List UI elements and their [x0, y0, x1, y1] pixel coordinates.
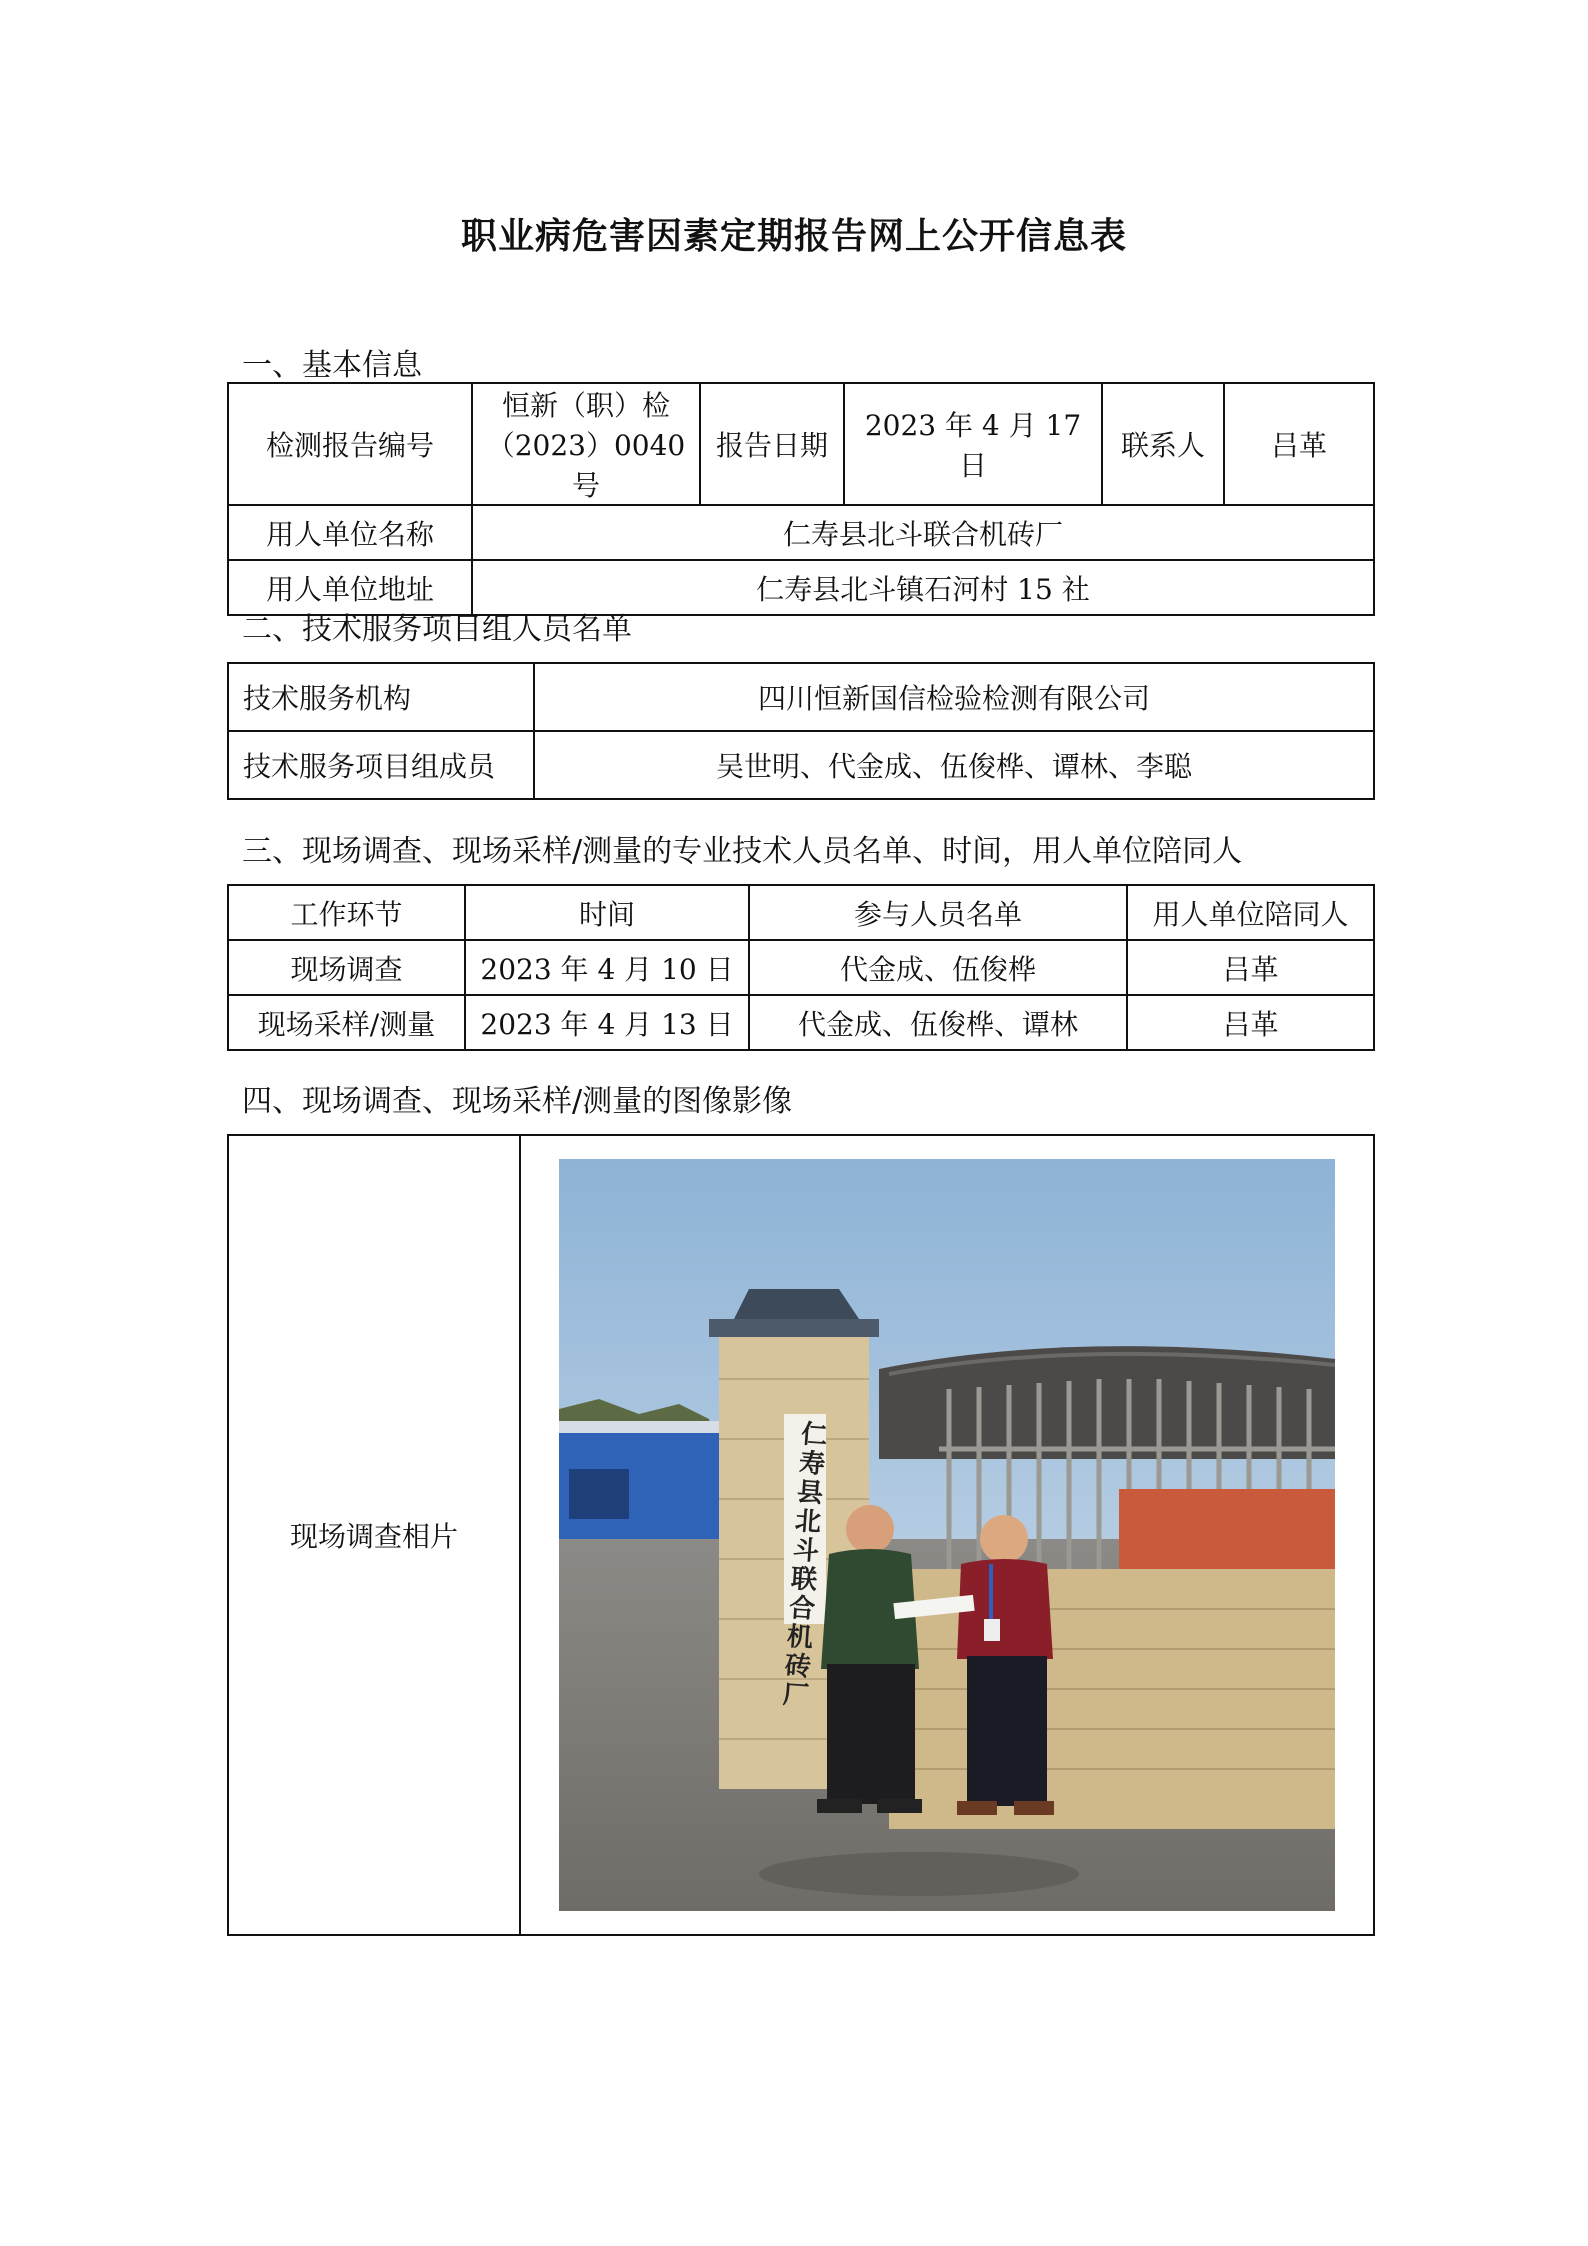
members-label: 技术服务项目组成员: [228, 731, 534, 799]
header-cell: 工作环节: [228, 885, 465, 940]
page-title: 职业病危害因素定期报告网上公开信息表: [460, 216, 1127, 257]
report-no-line1: 恒新（职）检: [501, 389, 670, 422]
section-2-heading: 二、技术服务项目组人员名单: [242, 612, 632, 647]
employer-name-value: 仁寿县北斗联合机砖厂: [472, 505, 1374, 560]
section-3-heading: 三、现场调查、现场采样/测量的专业技术人员名单、时间，用人单位陪同人: [242, 834, 1243, 869]
basic-info-table: [227, 382, 1375, 616]
table-cell: 2023 年 4 月 13 日: [465, 995, 749, 1050]
section-4-heading: 四、现场调查、现场采样/测量的图像影像: [242, 1084, 793, 1119]
table-cell: 代金成、伍俊桦: [749, 940, 1127, 995]
employer-addr-label: 用人单位地址: [228, 560, 472, 615]
org-value: 四川恒新国信检验检测有限公司: [534, 663, 1374, 731]
gate-sign-text: 仁寿县北斗联合机砖厂: [781, 1419, 829, 1712]
employer-addr-value: 仁寿县北斗镇石河村 15 社: [472, 560, 1374, 615]
fieldwork-table: [227, 884, 1375, 1051]
table-cell: 现场调查: [228, 940, 465, 995]
table-cell: 吕革: [1127, 940, 1374, 995]
table-cell: 吕革: [1127, 995, 1374, 1050]
report-no-line2: （2023）0040 号: [486, 429, 686, 502]
header-cell: 用人单位陪同人: [1127, 885, 1374, 940]
table-header-row: [228, 885, 1374, 940]
photo-cell: [520, 1135, 1374, 1935]
report-date-value: 2023 年 4 月 17 日: [844, 383, 1102, 505]
employer-name-label: 用人单位名称: [228, 505, 472, 560]
header-cell: 参与人员名单: [749, 885, 1127, 940]
section-1-heading: 一、基本信息: [242, 348, 422, 383]
table-row: [228, 940, 1374, 995]
site-survey-photo: [559, 1159, 1335, 1911]
header-cell: 时间: [465, 885, 749, 940]
table-cell: 2023 年 4 月 10 日: [465, 940, 749, 995]
contact-label: 联系人: [1102, 383, 1224, 505]
members-value: 吴世明、代金成、伍俊桦、谭林、李聪: [534, 731, 1374, 799]
table-row: [228, 995, 1374, 1050]
table-cell: 代金成、伍俊桦、谭林: [749, 995, 1127, 1050]
contact-value: 吕革: [1224, 383, 1374, 505]
report-no-value: [472, 383, 700, 505]
tech-service-table: [227, 662, 1375, 800]
photo-label: 现场调查相片: [228, 1135, 520, 1935]
table-cell: 现场采样/测量: [228, 995, 465, 1050]
report-no-label: 检测报告编号: [228, 383, 472, 505]
report-date-label: 报告日期: [700, 383, 844, 505]
photo-table: [227, 1134, 1375, 1936]
org-label: 技术服务机构: [228, 663, 534, 731]
